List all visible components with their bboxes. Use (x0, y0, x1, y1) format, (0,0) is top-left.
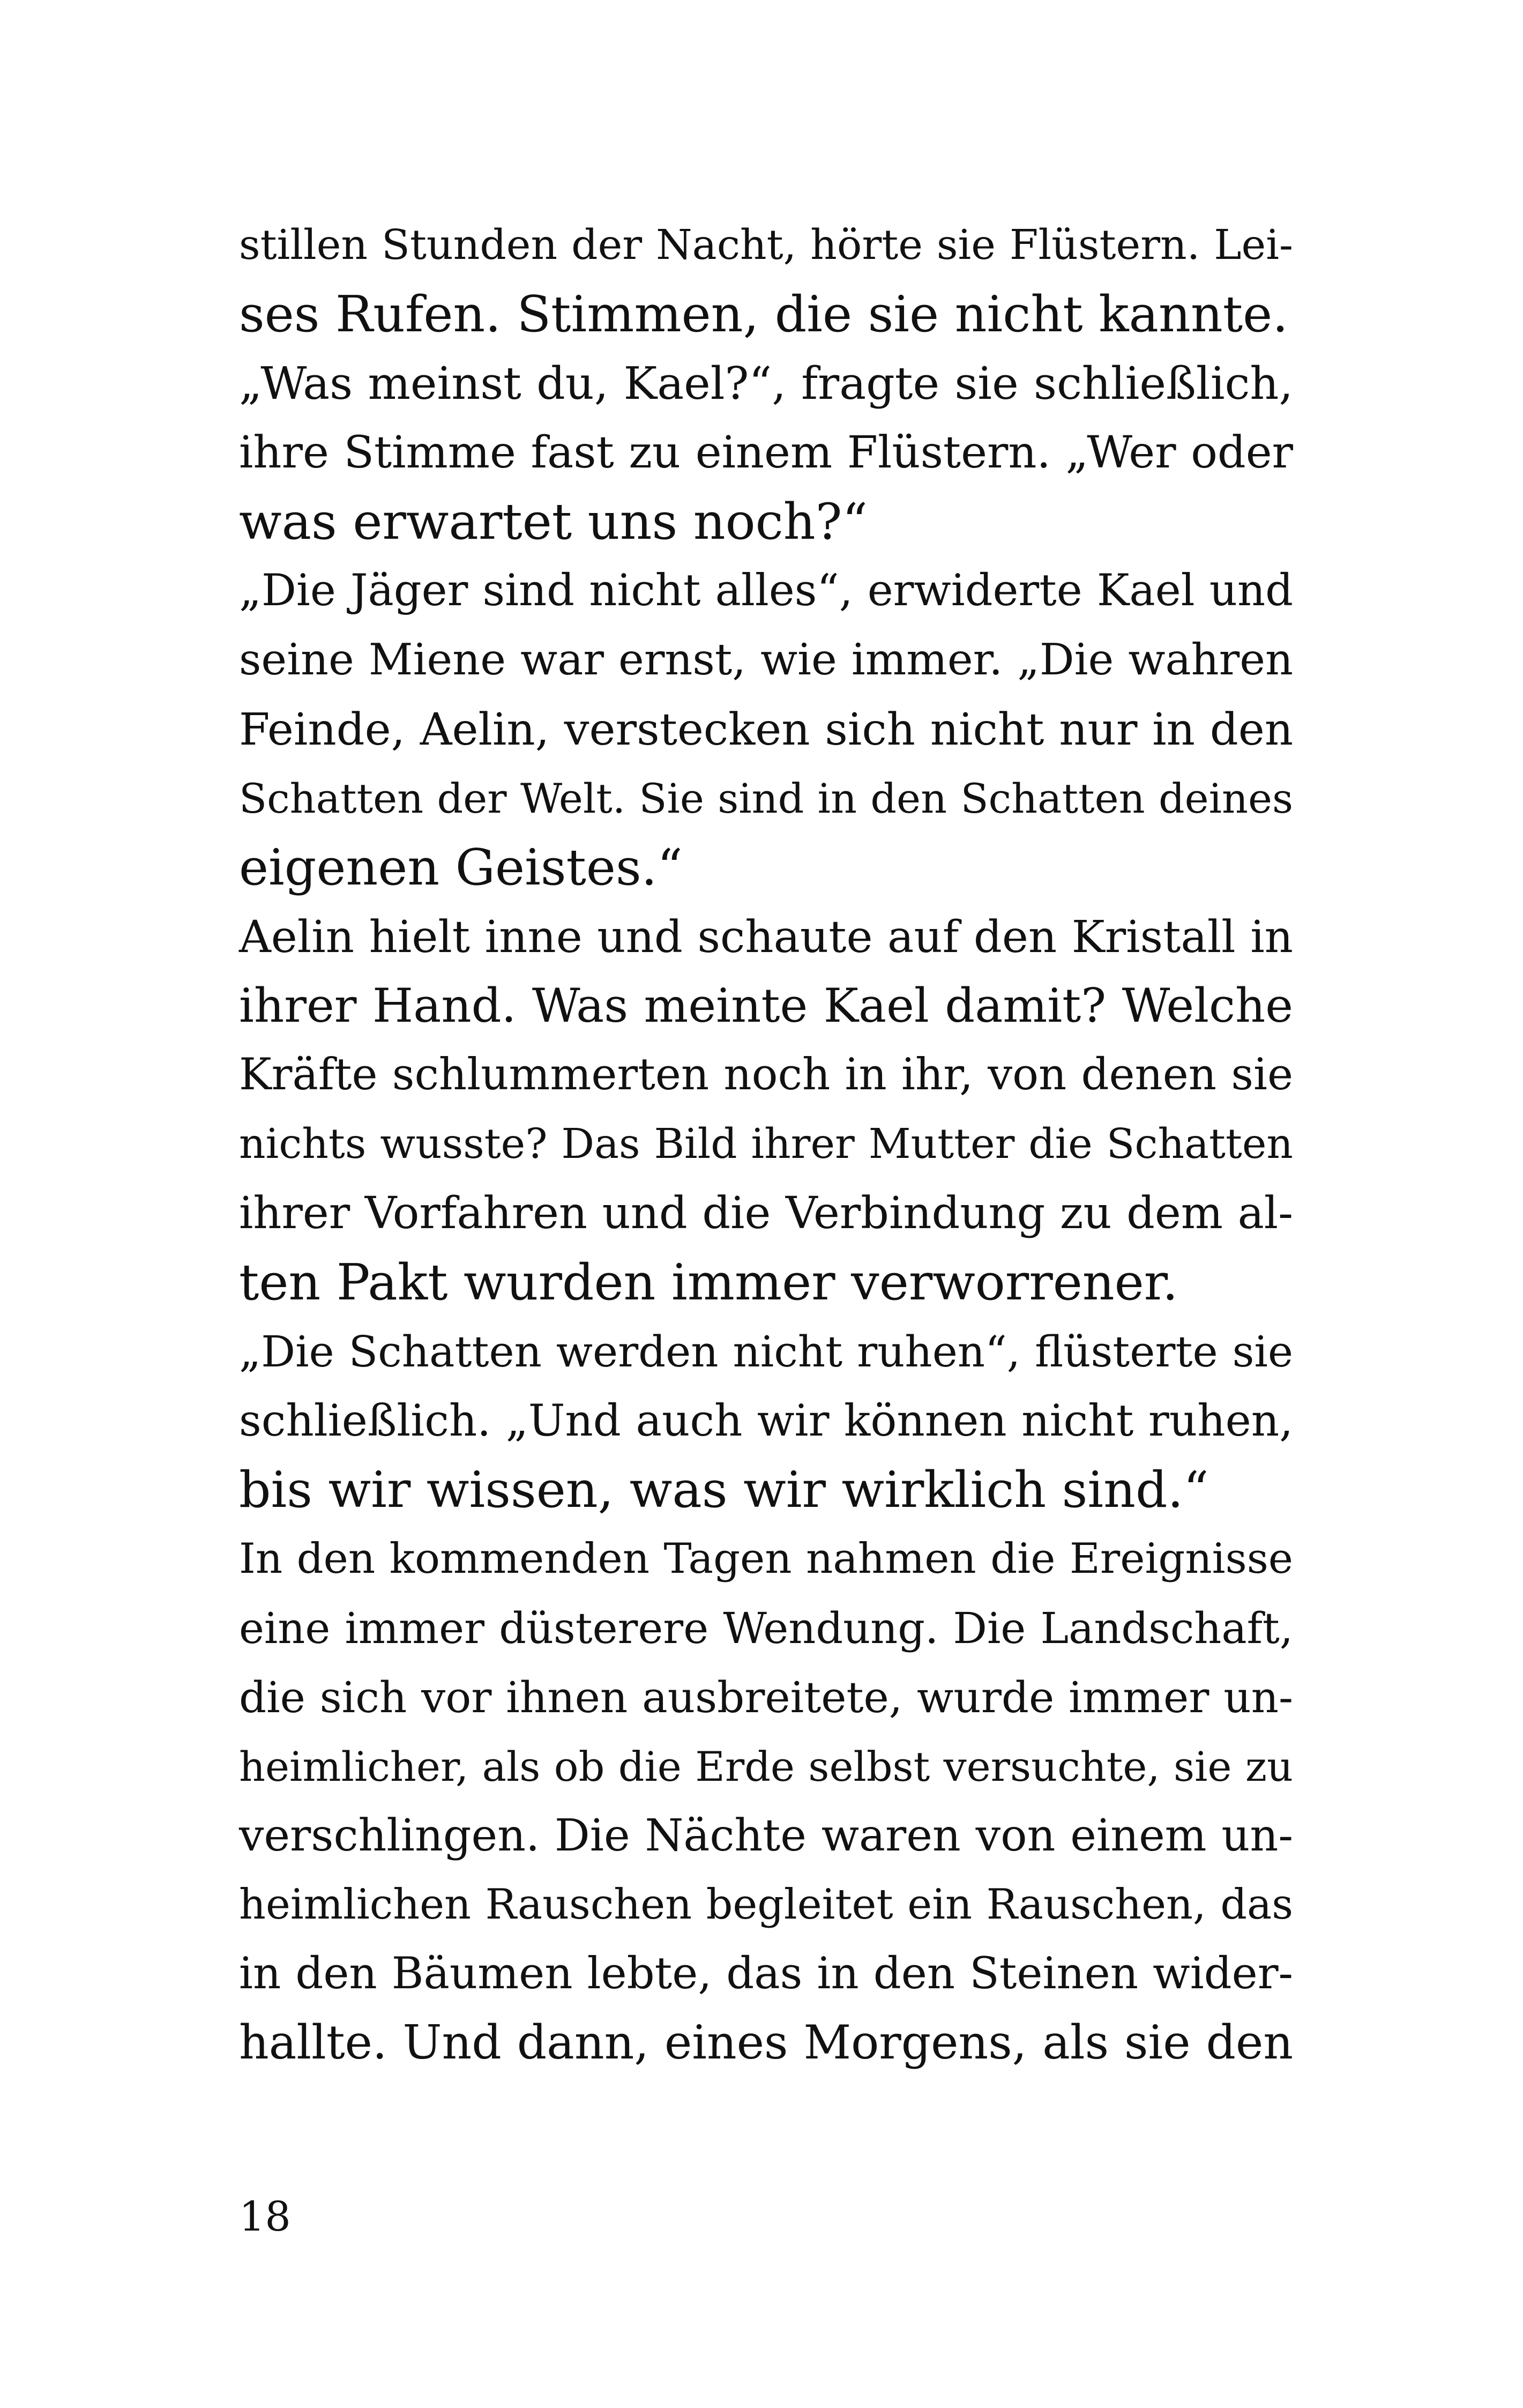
body-text (239, 211, 1293, 2078)
text-line: hallte. Und dann, eines Morgens, als sie den (239, 2016, 1293, 2070)
text-line: „Was meinst du, Kael?“, fragte sie schließlich, (239, 357, 1293, 410)
text-line: ihrer Vorfahren und die Verbindung zu dem al- (239, 1187, 1293, 1239)
text-line: in den Bäumen lebte, das in den Steinen wider- (239, 1949, 1293, 1999)
page-number: 18 (239, 2193, 291, 2240)
text-line: schließlich. „Und auch wir können nicht ruhen, (239, 1395, 1293, 1446)
text-line: eigenen Geistes.“ (239, 838, 683, 896)
text-line: ses Rufen. Stimmen, die sie nicht kannte. (239, 285, 1288, 343)
text-line: die sich vor ihnen ausbreitete, wurde immer un- (239, 1673, 1293, 1722)
text-line: ihrer Hand. Was meinte Kael damit? Welche (239, 978, 1293, 1033)
text-line: Aelin hielt inne und schaute auf den Kristall in (239, 911, 1293, 963)
text-line: In den kommenden Tagen nahmen die Ereignisse (239, 1535, 1293, 1583)
text-line: ihre Stimme fast zu einem Flüstern. „Wer oder (239, 427, 1293, 478)
text-line: seine Miene war ernst, wie immer. „Die wahren (239, 635, 1293, 685)
text-line: bis wir wissen, was wir wirklich sind.“ (239, 1461, 1209, 1519)
text-line: Feinde, Aelin, verstecken sich nicht nur in den (239, 703, 1293, 755)
text-line: heimlichen Rauschen begleitet ein Rauschen, das (239, 1881, 1293, 1929)
text-line: ten Pakt wurden immer verworrener. (239, 1253, 1178, 1311)
text-line: Kräfte schlummerten noch in ihr, von denen sie (239, 1050, 1293, 1100)
text-line: heimlicher, als ob die Erde selbst versuchte, sie zu (239, 1743, 1293, 1790)
text-line: verschlingen. Die Nächte waren von einem un- (239, 1810, 1293, 1861)
text-line: Schatten der Welt. Sie sind in den Schatten deines (239, 775, 1293, 822)
text-line: eine immer düsterere Wendung. Die Landschaft, (239, 1603, 1293, 1653)
text-line: stillen Stunden der Nacht, hörte sie Flüstern. Lei- (239, 221, 1293, 269)
text-line: „Die Schatten werden nicht ruhen“, flüsterte sie (239, 1327, 1293, 1377)
text-line: „Die Jäger sind nicht alles“, erwiderte Kael und (239, 566, 1293, 616)
text-line: was erwartet uns noch?“ (239, 493, 868, 551)
text-line: nichts wusste? Das Bild ihrer Mutter die Schatten (239, 1120, 1293, 1168)
